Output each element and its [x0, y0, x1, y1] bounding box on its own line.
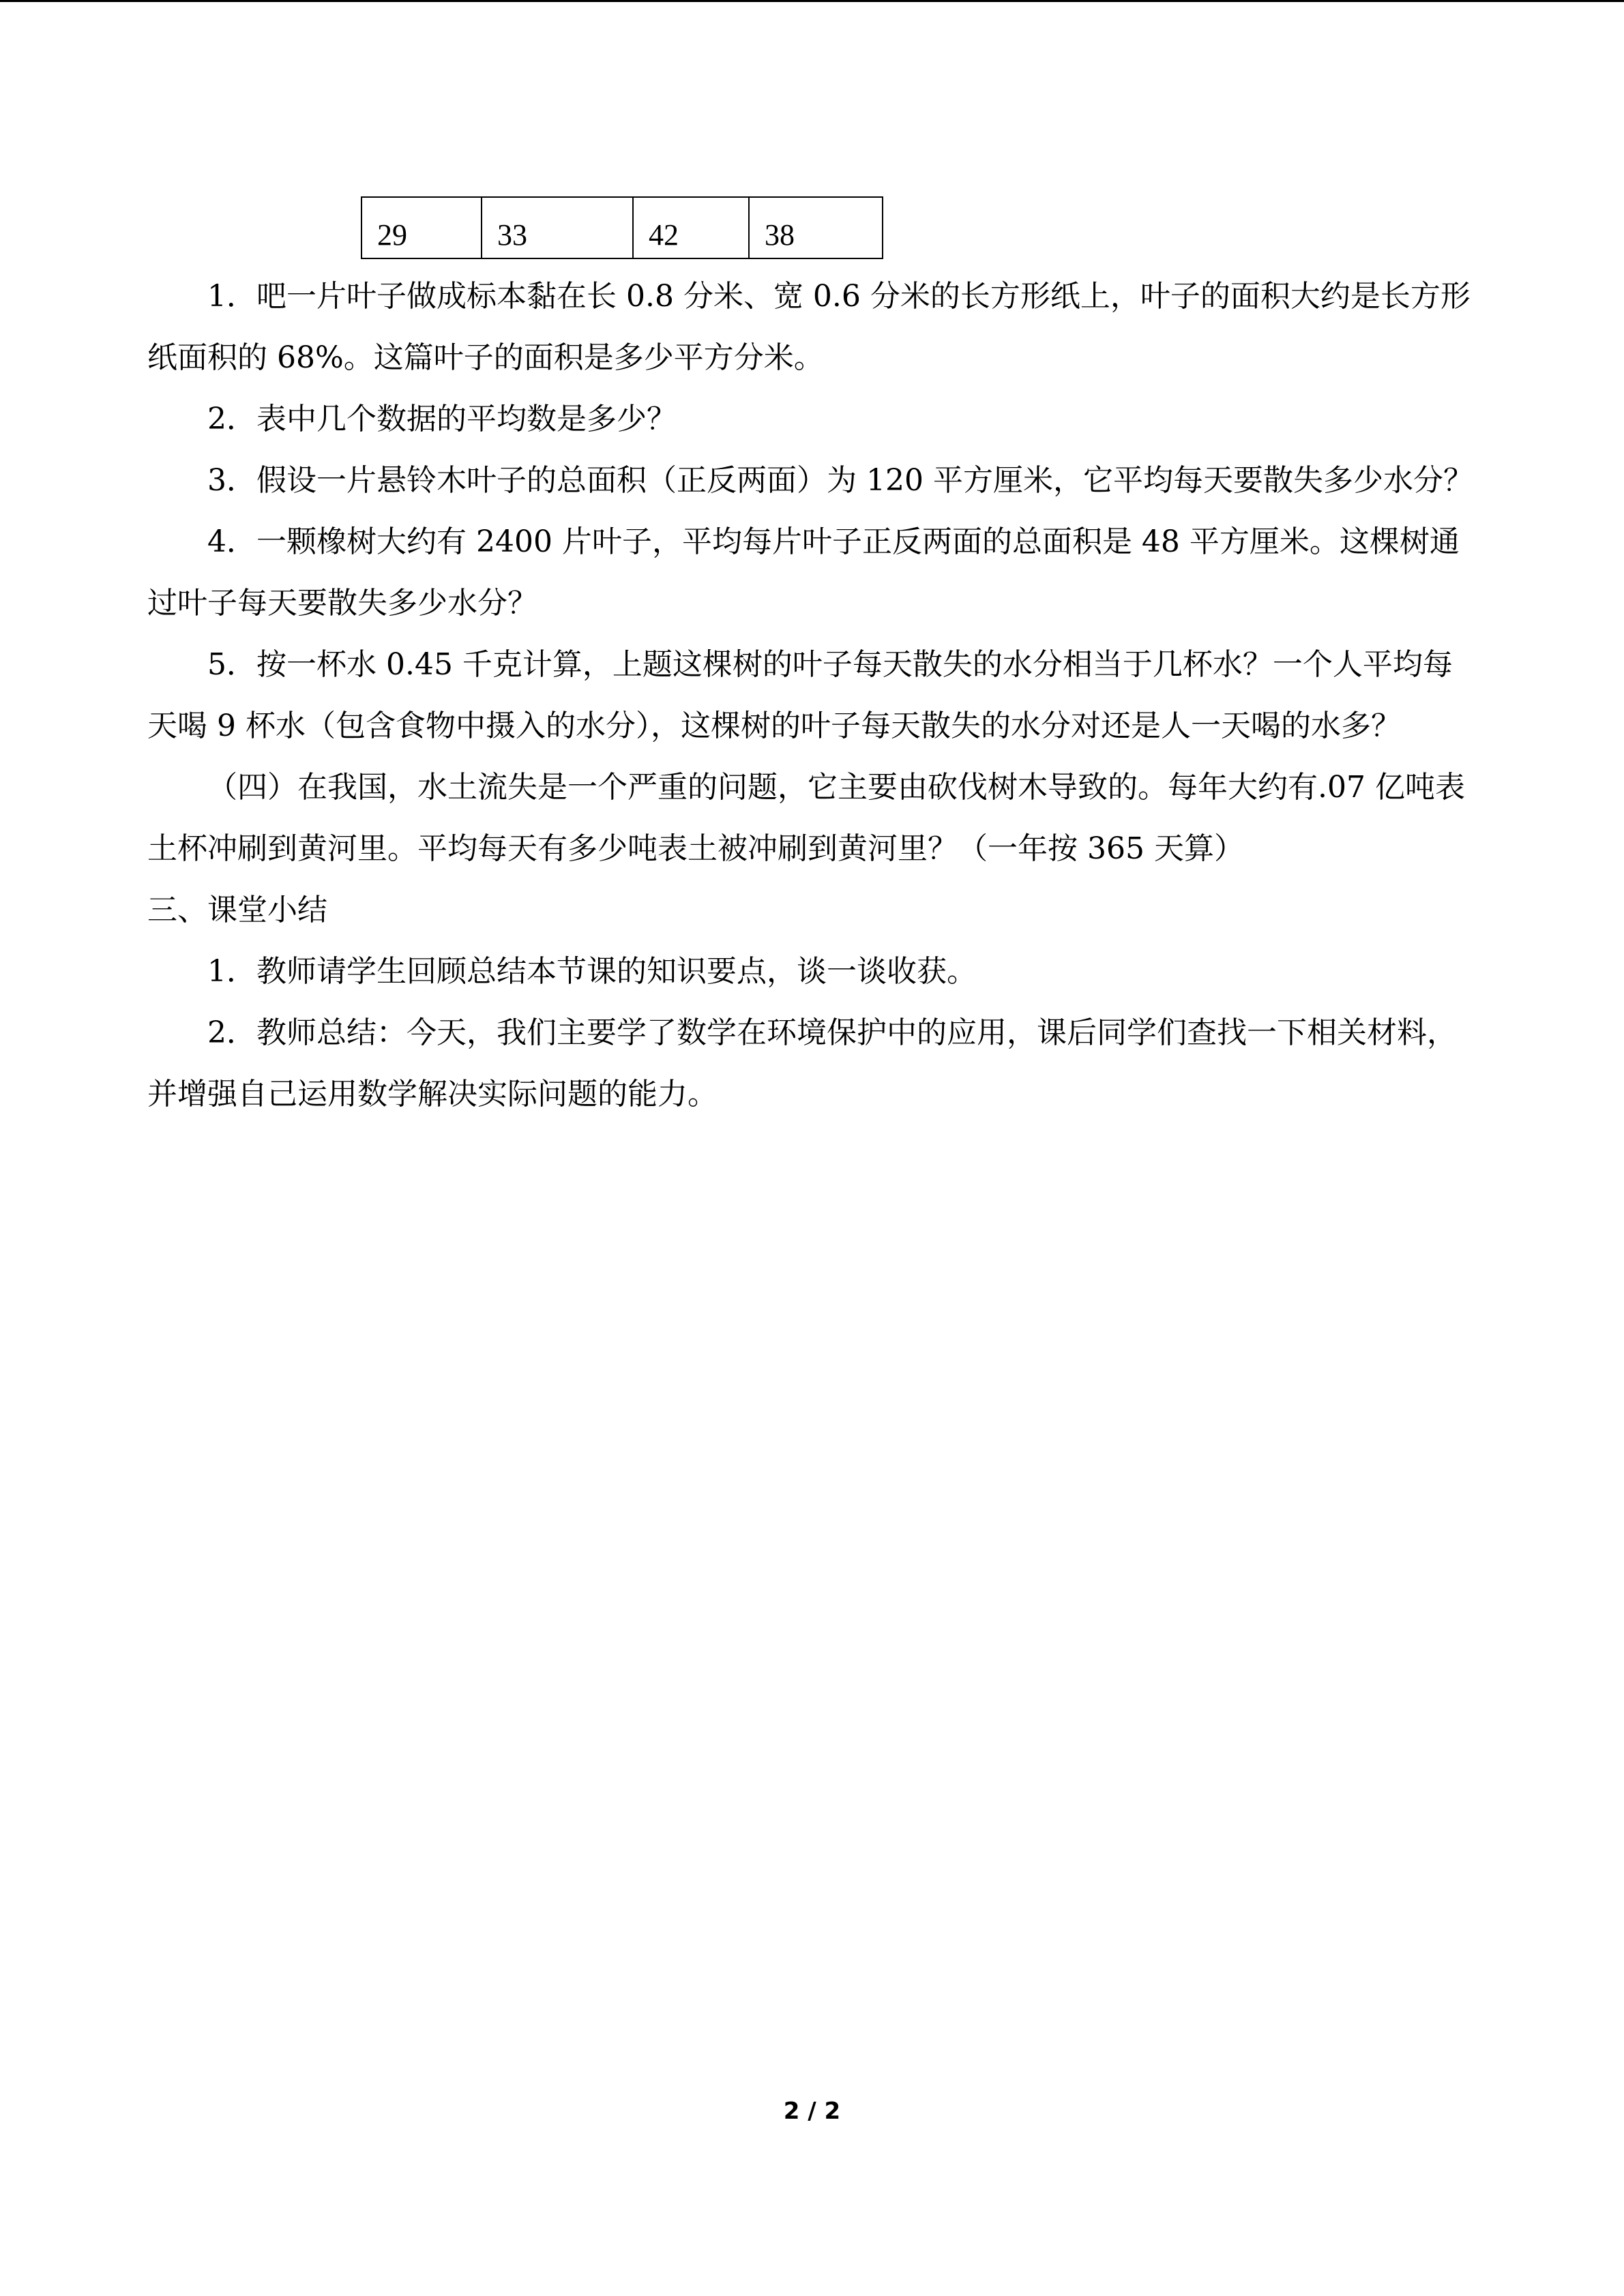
summary-2: 2．教师总结：今天，我们主要学了数学在环境保护中的应用，课后同学们查找一下相关材料，并增强自己运用数学解决实际问题的能力。	[147, 1015, 1457, 1112]
question-1: 1．吧一片叶子做成标本黏在长 0.8 分米、宽 0.6 分米的长方形纸上，叶子的面积大约是长方形纸面积的 68%。这篇叶子的面积是多少平方分米。	[147, 279, 1471, 375]
top-border-line	[0, 0, 1624, 2]
summary-1: 1．教师请学生回顾总结本节课的知识要点，谈一谈收获。	[207, 954, 977, 989]
question-4: 4．一颗橡树大约有 2400 片叶子，平均每片叶子正反两面的总面积是 48 平方厘米。这棵树通过叶子每天要散失多少水分？	[147, 524, 1460, 621]
question-2: 2．表中几个数据的平均数是多少？	[207, 402, 677, 436]
section-heading: 三、课堂小结	[147, 893, 327, 927]
table-cell: 29	[361, 197, 482, 258]
data-table	[361, 196, 883, 259]
question-3: 3．假设一片悬铃木叶子的总面积（正反两面）为 120 平方厘米，它平均每天要散失多少水分？	[207, 463, 1473, 498]
part-four-problem: （四）在我国，水土流失是一个严重的问题，它主要由砍伐树木导致的。每年大约有.07 亿吨表土杯冲刷到黄河里。平均每天有多少吨表土被冲刷到黄河里？（一年按 365 天算）	[147, 770, 1465, 866]
page-number: 2 / 2	[783, 2098, 841, 2125]
table-cell: 42	[633, 197, 749, 258]
table-cell: 38	[749, 197, 883, 258]
document-body	[147, 266, 1477, 1125]
table-row	[361, 197, 883, 258]
question-5: 5．按一杯水 0.45 千克计算，上题这棵树的叶子每天散失的水分相当于几杯水？一个人平均每天喝 9 杯水（包含食物中摄入的水分），这棵树的叶子每天散失的水分对还是人一天喝的水多？	[147, 647, 1453, 743]
table-cell: 33	[482, 197, 633, 258]
